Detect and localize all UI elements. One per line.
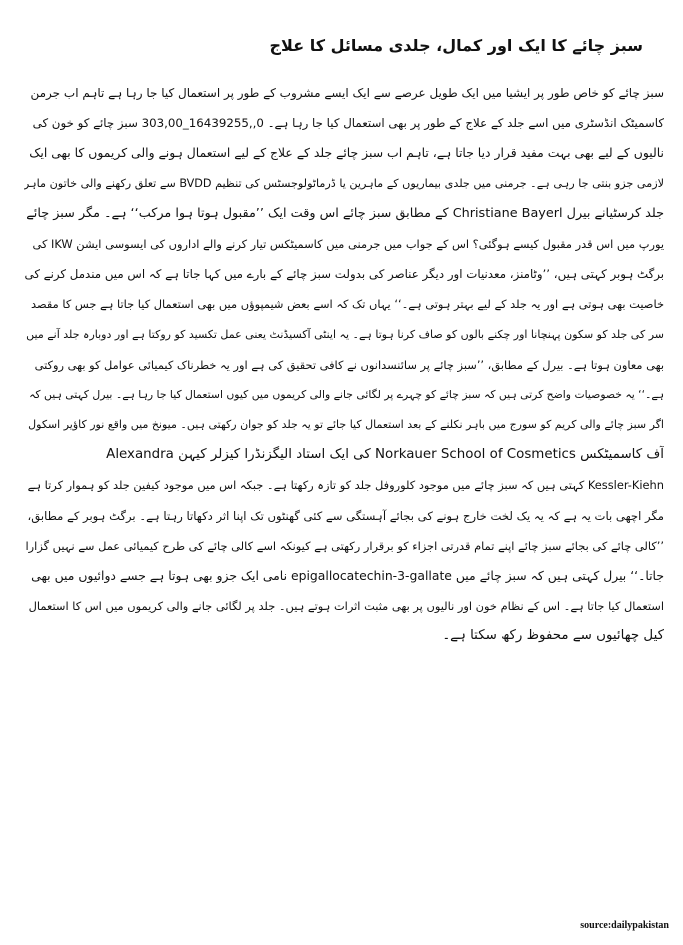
article-line: لازمی جزو بنتی جا رہی ہے۔ جرمنی میں جلدی بیماریوں کے ماہرین یا ڈرماٹولوجسٹس کی تنظیم BVDD سے تعلق رکھنے والی خاتون ماہر (24, 176, 664, 190)
source-credit: source:dailypakistan (580, 920, 669, 931)
article-line: اگر سبز چائے والی کریم کو سورج میں باہر نکلنے کے بعد استعمال کیا جائے تو یہ جلد کو جوان رکھتی ہیں۔ میونخ میں واقع نور کاؤیر اسکول (28, 418, 664, 432)
article-line: ’’کالی چائے کی بجائے سبز چائے اپنے تمام قدرتی اجزاء کو برقرار رکھتی ہے کیونکہ اسے کالی چائے کی طرح کیمیائی عمل سے نہیں گزارا (25, 538, 664, 553)
article-line: سر کی جلد کو سکون پہنچانا اور چکنے بالوں کو صاف کرنا ہوتا ہے۔ یہ اینٹی آکسیڈنٹ یعنی عمل تکسید کو روکتا ہے اور دوبارہ جلد آنے میں (26, 327, 664, 341)
article-title: سبز چائے کا ایک اور کمال، جلدی مسائل کا علاج (269, 36, 643, 55)
article-line: ہے۔‘‘ یہ خصوصیات واضح کرتی ہیں کہ سبز چائے کو چہرے پر لگائی جانے والی کریموں میں کیوں استعمال کیا جا رہا ہے۔ بیرل کہتی ہیں کہ (29, 387, 664, 401)
article-line: برگٹ ہوبر کہتی ہیں، ’’وٹامنز، معدنیات اور دیگر عناصر کی بدولت سبز چائے کے بارے میں کہا جاتا ہے کہ اس میں مندمل کرنے کی (24, 267, 664, 282)
article-line: نالیوں کے لیے بھی بہت مفید قرار دیا جاتا ہے، تاہم اب سبز چائے جلد کے علاج کے لیے استعمال ہونے والی کریموں کا بھی ایک (29, 145, 664, 161)
article-line: بھی معاون ہوتا ہے۔ بیرل کے مطابق، ’’سبز چائے پر سائنسدانوں نے کافی تحقیق کی ہے اور یہ خطرناک کیمیائی عوامل کو بھی روکتی (34, 357, 664, 372)
article-line: مگر اچھی بات یہ ہے کہ یہ یک لخت خارج ہونے کی بجائے آہستگی سے کئی گھنٹوں تک اپنا اثر دکھاتا رہتا ہے۔ برگٹ ہوبر کے مطابق، (27, 508, 664, 523)
article-line: جاتا۔‘‘ بیرل کہتی ہیں کہ سبز چائے میں epigallocatechin-3-gallate نامی ایک جزو بھی ہوتا ہے جسے دوائیوں میں بھی (31, 568, 664, 583)
article-line: کاسمیٹک انڈسٹری میں اسے جلد کے علاج کے طور پر بھی استعمال کیا جا رہا ہے۔ 0,,16439255_303,00 سبز چائے کو خون کی (32, 116, 664, 131)
article-body (24, 78, 664, 652)
article-line: کیل چھائیوں سے محفوظ رکھ سکتا ہے۔ (442, 628, 664, 644)
article-line: خاصیت بھی ہوتی ہے اور یہ جلد کے لیے بہتر ہوتی ہے۔‘‘ یہاں تک کہ اسے بعض شیمپوؤں میں بھی استعمال کیا جاتا ہے جس کا مقصد (31, 297, 664, 312)
article-line: یورپ میں اس قدر مقبول کیسے ہوگئی؟ اس کے جواب میں جرمنی میں کاسمیٹکس تیار کرنے والے اداروں کی ایسوسی ایشن IKW کی (32, 236, 664, 251)
article-line: استعمال کیا جاتا ہے۔ اس کے نظام خون اور نالیوں پر بھی مثبت اثرات ہوتے ہیں۔ جلد پر لگائی جانے والی کریموں میں اس کا استعمال (28, 599, 664, 614)
article-line: جلد کرسٹیانے بیرل Christiane Bayerl کے مطابق سبز چائے اس وقت ایک ’’مقبول ہوتا ہوا مرکب‘‘ ہے۔ مگر سبز چائے (26, 205, 664, 221)
article-line: آف کاسمیٹکس Norkauer School of Cosmetics کی ایک استاد الیگزنڈرا کیزلر کیہن Alexandra (106, 447, 664, 463)
article-line: سبز چائے کو خاص طور پر ایشیا میں ایک طویل عرصے سے ایک ایسے مشروب کے طور پر استعمال کیا جا رہا ہے تاہم اب جرمن (30, 86, 664, 100)
article-line: Kessler-Kiehn کہتی ہیں کہ سبز چائے میں موجود کلوروفل جلد کو تازہ رکھتا ہے۔ جبکہ اس میں موجود کیفین جلد کو ہموار کرتا ہے (27, 478, 664, 493)
